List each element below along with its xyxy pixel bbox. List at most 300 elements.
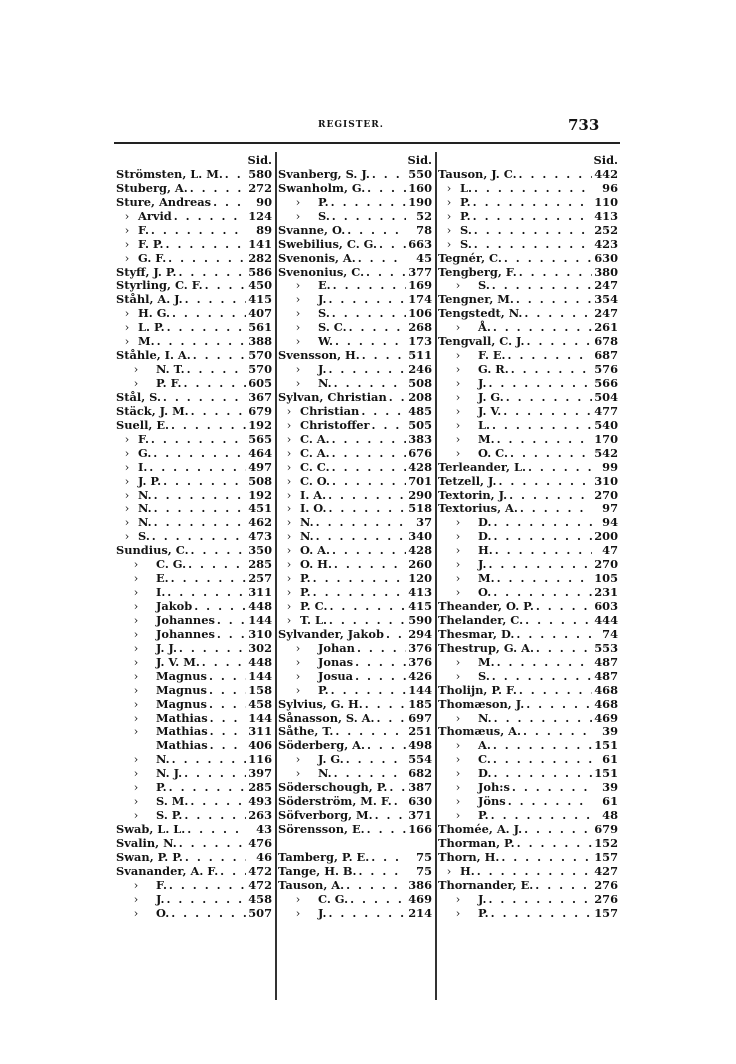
dot-leader	[486, 377, 592, 391]
dot-leader	[165, 321, 246, 335]
entry-page: 476	[248, 835, 272, 850]
entry-page: 90	[256, 194, 272, 209]
dot-leader	[370, 168, 406, 182]
ditto-mark: ›	[455, 376, 461, 390]
ditto-mark: ›	[295, 208, 301, 223]
entry-page: 252	[594, 222, 618, 237]
entry-name: O. C.	[478, 445, 509, 460]
dot-leader	[186, 558, 246, 572]
dot-leader	[203, 279, 246, 293]
entry-page: 78	[416, 222, 432, 237]
entry-name: Sylvius, G. H.	[278, 696, 363, 711]
dot-leader	[169, 907, 246, 921]
entry-name: Stäck, J. M.	[116, 403, 189, 418]
dot-leader	[360, 349, 406, 363]
dot-leader	[191, 349, 246, 363]
index-entry	[438, 600, 618, 614]
index-entry	[116, 475, 272, 489]
entry-page: 485	[408, 403, 432, 418]
ditto-mark: ›	[446, 222, 452, 237]
dot-leader	[491, 739, 592, 753]
entry-page: 450	[248, 278, 272, 293]
index-entry	[438, 837, 618, 851]
ditto-mark: ›	[133, 710, 139, 725]
entry-name: Tengstedt, N.	[438, 306, 523, 321]
entry-page: 448	[248, 599, 272, 613]
ditto-mark: ›	[455, 738, 461, 753]
entry-name: S.	[138, 529, 150, 544]
dot-leader	[208, 739, 246, 753]
index-entry	[278, 530, 432, 544]
index-entry	[438, 558, 618, 572]
index-entry	[438, 182, 618, 196]
entry-name: Magnus	[156, 682, 207, 697]
index-entry	[438, 767, 618, 781]
dot-leader	[490, 419, 592, 433]
dot-leader	[517, 168, 592, 182]
entry-page: 428	[408, 543, 432, 558]
dot-leader	[330, 307, 406, 321]
entry-page: 94	[602, 515, 618, 530]
index-entry	[116, 865, 272, 879]
index-entry	[278, 865, 432, 879]
index-entry	[278, 224, 432, 238]
ditto-mark: ›	[133, 752, 139, 767]
index-entry	[278, 767, 432, 781]
entry-name: S. C.	[318, 320, 347, 335]
entry-page: 311	[248, 585, 272, 600]
entry-page: 679	[248, 403, 272, 418]
entry-name: J. V.	[478, 403, 502, 418]
dot-leader	[332, 558, 406, 572]
entry-page: 376	[408, 654, 432, 669]
ditto-mark: ›	[295, 362, 301, 377]
index-entry	[116, 628, 272, 642]
ditto-mark: ›	[455, 905, 461, 920]
index-entry	[116, 739, 272, 753]
entry-page: 663	[408, 236, 432, 251]
ditto-mark: ›	[286, 599, 292, 613]
ditto-mark: ›	[295, 320, 301, 335]
dot-leader	[507, 489, 592, 503]
dot-leader	[223, 168, 246, 182]
ditto-mark: ›	[286, 445, 292, 460]
dot-leader	[150, 530, 246, 544]
entry-page: 152	[594, 835, 618, 850]
entry-name: D.	[478, 515, 492, 530]
index-entry	[116, 447, 272, 461]
dot-leader	[188, 182, 246, 196]
dot-leader	[491, 321, 592, 335]
index-entry	[278, 377, 432, 391]
index-entry	[116, 321, 272, 335]
entry-name: Stuberg, A.	[116, 180, 188, 195]
ditto-mark: ›	[295, 668, 301, 683]
entry-name: Svensson, H.	[278, 348, 360, 363]
entry-name: H.	[478, 543, 493, 558]
ditto-mark: ›	[295, 682, 301, 697]
dot-leader	[208, 725, 246, 739]
ditto-mark: ›	[455, 431, 461, 446]
entry-name: Johannes	[156, 612, 215, 627]
page-number: 733	[568, 116, 600, 134]
entry-name: Svalin, N.	[116, 835, 177, 850]
index-entry	[278, 893, 432, 907]
index-entry	[278, 419, 432, 433]
entry-name: L. P.	[138, 320, 165, 335]
index-entry	[116, 600, 272, 614]
index-entry	[278, 210, 432, 224]
entry-name: O. H.	[300, 557, 332, 572]
entry-page: 406	[248, 738, 272, 753]
dot-leader	[491, 586, 592, 600]
entry-name: C. C.	[300, 459, 330, 474]
entry-name: H. G.	[138, 306, 170, 321]
entry-page: 116	[248, 752, 272, 767]
entry-page: 397	[248, 766, 272, 781]
ditto-mark: ›	[455, 668, 461, 683]
entry-name: P.	[478, 808, 489, 823]
dot-leader	[491, 767, 592, 781]
entry-name: D.	[478, 529, 492, 544]
entry-name: Christian	[300, 403, 360, 418]
index-entry	[438, 363, 618, 377]
entry-page: 472	[248, 877, 272, 892]
ditto-mark: ›	[455, 571, 461, 586]
index-entry	[438, 879, 618, 893]
entry-page: 105	[594, 571, 618, 586]
entry-page: 110	[594, 194, 618, 209]
dot-leader	[526, 461, 592, 475]
entry-page: 554	[408, 752, 432, 767]
ditto-mark: ›	[124, 208, 130, 223]
dot-leader	[387, 391, 406, 405]
dot-leader	[314, 516, 406, 530]
index-entry	[438, 684, 618, 698]
ditto-mark: ›	[133, 571, 139, 586]
entry-page: 388	[248, 334, 272, 349]
dot-leader	[387, 781, 406, 795]
entry-name: Sundius, C.	[116, 543, 189, 558]
entry-name: Tegnér, C.	[438, 250, 502, 265]
ditto-mark: ›	[133, 794, 139, 809]
entry-name: J. G.	[318, 752, 344, 767]
dot-leader	[493, 544, 592, 558]
entry-name: F.	[138, 222, 149, 237]
entry-page: 75	[416, 863, 432, 878]
entry-name: N.	[478, 710, 492, 725]
entry-page: 246	[408, 362, 432, 377]
entry-page: 257	[248, 571, 272, 586]
index-entry	[438, 433, 618, 447]
index-entry	[278, 405, 432, 419]
index-entry	[116, 461, 272, 475]
entry-name: Svenonius, C.	[278, 264, 365, 279]
index-entry	[278, 475, 432, 489]
entry-page: 310	[594, 473, 618, 488]
dot-leader	[170, 753, 246, 767]
entry-name: J. P.	[138, 473, 162, 488]
index-entry	[116, 210, 272, 224]
entry-name: Terleander, L.	[438, 459, 526, 474]
dot-leader	[149, 433, 246, 447]
ditto-mark: ›	[133, 599, 139, 613]
dot-leader	[471, 210, 592, 224]
ditto-mark: ›	[455, 891, 461, 906]
index-entry	[438, 419, 618, 433]
entry-name: Mathias	[156, 724, 208, 739]
entry-name: Joh:s	[478, 780, 510, 795]
entry-name: H.	[460, 863, 475, 878]
ditto-mark: ›	[295, 306, 301, 321]
entry-page: 166	[408, 822, 432, 836]
entry-page: 192	[248, 487, 272, 502]
entry-name: I. A.	[300, 487, 327, 502]
ditto-mark: ›	[446, 208, 452, 223]
ditto-mark: ›	[446, 180, 452, 195]
entry-page: 270	[594, 557, 618, 572]
index-entry	[116, 670, 272, 684]
ditto-mark: ›	[133, 612, 139, 627]
index-entry	[438, 252, 618, 266]
entry-page: 43	[256, 822, 272, 836]
page-column-label	[116, 154, 272, 168]
dot-leader	[491, 530, 592, 544]
ditto-mark: ›	[286, 557, 292, 572]
dot-leader	[169, 572, 246, 586]
ditto-mark: ›	[295, 334, 301, 349]
index-entry	[116, 182, 272, 196]
entry-page: 208	[408, 389, 432, 404]
index-entry	[278, 753, 432, 767]
dot-leader	[200, 656, 246, 670]
entry-name: Theander, O. P.	[438, 599, 534, 613]
entry-page: 561	[248, 320, 272, 335]
ditto-mark: ›	[455, 752, 461, 767]
entry-page: 350	[248, 543, 272, 558]
entry-page: 565	[248, 431, 272, 446]
ditto-mark: ›	[286, 501, 292, 516]
entry-page: 141	[248, 236, 272, 251]
entry-page: 151	[594, 766, 618, 781]
index-entry	[438, 391, 618, 405]
entry-page: 508	[248, 473, 272, 488]
index-entry	[438, 544, 618, 558]
dot-leader	[332, 767, 406, 781]
dot-leader	[147, 461, 246, 475]
entry-name: J.	[478, 557, 487, 572]
index-entry	[438, 224, 618, 238]
entry-name: P.	[478, 905, 489, 920]
entry-name: J. V. M.	[156, 654, 200, 669]
index-entry	[278, 252, 432, 266]
entry-page: 518	[408, 501, 432, 516]
entry-name: Swab, L. L.	[116, 822, 186, 836]
entry-page: 377	[408, 264, 432, 279]
entry-page: 261	[594, 320, 618, 335]
dot-leader	[495, 572, 592, 586]
index-entry	[116, 293, 272, 307]
dot-leader	[363, 698, 406, 712]
dot-leader	[172, 210, 246, 224]
entry-name: Sörensson, E.	[278, 822, 365, 836]
entry-page: 89	[256, 222, 272, 237]
entry-page: 473	[248, 529, 272, 544]
sid-label: Sid.	[593, 153, 618, 167]
index-entry	[278, 795, 432, 809]
entry-name: S.	[460, 236, 472, 251]
index-entry	[116, 252, 272, 266]
entry-page: 497	[248, 459, 272, 474]
dot-leader	[521, 725, 592, 739]
entry-name: Tamberg, P. E.	[278, 849, 370, 864]
entry-page: 74	[602, 626, 618, 641]
entry-page: 630	[594, 250, 618, 265]
index-entry	[438, 614, 618, 628]
entry-page: 444	[594, 612, 618, 627]
entry-name: Magnus	[156, 696, 207, 711]
entry-name: Tauson, A.	[278, 877, 345, 892]
dot-leader	[510, 781, 592, 795]
blank-row	[278, 837, 432, 851]
index-entry	[278, 321, 432, 335]
index-entry	[116, 684, 272, 698]
entry-page: 124	[248, 208, 272, 223]
dot-leader	[499, 851, 592, 865]
entry-name: Å.	[478, 320, 491, 335]
entry-name: S. M.	[156, 794, 189, 809]
dot-leader	[177, 642, 246, 656]
entry-page: 185	[408, 696, 432, 711]
dot-leader	[495, 656, 592, 670]
entry-name: Sylvan, Christian	[278, 389, 387, 404]
dot-leader	[330, 475, 406, 489]
ditto-mark: ›	[133, 724, 139, 739]
entry-name: Thesmar, D.	[438, 626, 515, 641]
entry-name: Svanne, O.	[278, 222, 346, 237]
entry-name: Swebilius, C. G.	[278, 236, 377, 251]
entry-name: Tetzell, J.	[438, 473, 497, 488]
index-entry	[116, 489, 272, 503]
index-entry	[278, 363, 432, 377]
column-divider	[275, 152, 277, 1000]
index-entry	[438, 321, 618, 335]
entry-name: Söfverborg, M.	[278, 808, 373, 823]
entry-page: 448	[248, 654, 272, 669]
entry-name: Thorman, P.	[438, 835, 515, 850]
entry-page: 383	[408, 431, 432, 446]
index-entry	[438, 753, 618, 767]
dot-leader	[165, 586, 246, 600]
entry-name: Thomée, A. J.	[438, 822, 523, 836]
entry-name: P.	[300, 571, 311, 586]
entry-page: 570	[248, 362, 272, 377]
entry-page: 386	[408, 877, 432, 892]
index-entry	[116, 572, 272, 586]
dot-leader	[207, 698, 246, 712]
entry-name: W.	[318, 334, 333, 349]
entry-name: Tengvall, C. J.	[438, 334, 525, 349]
dot-leader	[356, 865, 406, 879]
index-entry	[278, 879, 432, 893]
index-entry	[116, 712, 272, 726]
dot-leader	[392, 795, 406, 809]
entry-name: Thomæson, J.	[438, 696, 525, 711]
dot-leader	[495, 433, 592, 447]
entry-page: 96	[602, 180, 618, 195]
dot-leader	[522, 307, 592, 321]
entry-page: 157	[594, 905, 618, 920]
ditto-mark: ›	[455, 515, 461, 530]
dot-leader	[384, 628, 406, 642]
ditto-mark: ›	[133, 376, 139, 390]
entry-page: 468	[594, 682, 618, 697]
dot-leader	[177, 837, 246, 851]
entry-name: J.	[478, 376, 487, 390]
index-entry	[278, 712, 432, 726]
entry-name: Svanberg, S. J.	[278, 166, 370, 181]
index-entry	[278, 489, 432, 503]
dot-leader	[207, 684, 246, 698]
entry-name: Stål, S.	[116, 389, 161, 404]
index-entry	[278, 558, 432, 572]
index-entry	[278, 851, 432, 865]
index-entry	[438, 530, 618, 544]
index-entry	[116, 586, 272, 600]
entry-name: P.	[300, 585, 311, 600]
entry-page: 477	[594, 403, 618, 418]
dot-leader	[355, 642, 406, 656]
index-entry	[116, 558, 272, 572]
entry-name: G. F.	[138, 250, 167, 265]
entry-name: Arvid	[138, 208, 172, 223]
entry-page: 260	[408, 557, 432, 572]
dot-leader	[169, 419, 246, 433]
dot-leader	[365, 823, 406, 837]
dot-leader	[164, 893, 246, 907]
dot-leader	[183, 293, 246, 307]
dot-leader	[344, 753, 406, 767]
dot-leader	[506, 795, 592, 809]
entry-page: 37	[416, 515, 432, 530]
index-entry	[438, 196, 618, 210]
ditto-mark: ›	[124, 459, 130, 474]
dot-leader	[326, 293, 406, 307]
entry-name: Johan	[318, 640, 355, 655]
entry-name: C. A.	[300, 445, 330, 460]
index-entry	[438, 349, 618, 363]
dot-leader	[506, 349, 592, 363]
entry-page: 603	[594, 599, 618, 613]
dot-leader	[524, 698, 592, 712]
entry-page: 169	[408, 278, 432, 293]
entry-page: 493	[248, 794, 272, 809]
dot-leader	[504, 391, 592, 405]
entry-page: 354	[594, 292, 618, 307]
entry-page: 99	[602, 459, 618, 474]
entry-name: Thelander, C.	[438, 612, 524, 627]
entry-page: 251	[408, 724, 432, 739]
dot-leader	[534, 642, 592, 656]
entry-name: P.	[156, 780, 167, 795]
ditto-mark: ›	[124, 222, 130, 237]
entry-page: 106	[408, 306, 432, 321]
index-entry	[278, 461, 432, 475]
ditto-mark: ›	[124, 236, 130, 251]
entry-name: Textorin, J.	[438, 487, 508, 502]
dot-leader	[330, 544, 406, 558]
index-entry	[116, 781, 272, 795]
